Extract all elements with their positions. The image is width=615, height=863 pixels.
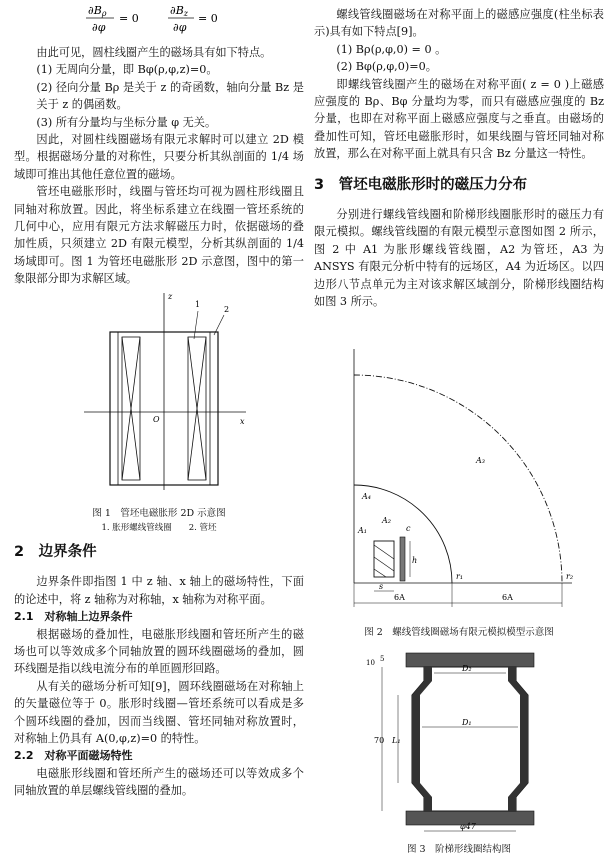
subsection-heading: 2.2 对称平面磁场特性	[14, 749, 133, 763]
dim-c: c	[406, 524, 411, 533]
winding-right	[508, 667, 528, 811]
label-r1: r₁	[456, 572, 464, 581]
paragraph: 电磁胀形线圈和管坯所产生的磁场还可以等效成多个同轴放置的单层螺线管线圈的叠加。	[14, 766, 304, 798]
dim-5: 5	[380, 655, 385, 663]
figure-1-diagram	[74, 285, 254, 495]
dim-d1: D₁	[462, 718, 472, 727]
svg-text:∂φ: ∂φ	[173, 21, 187, 34]
figure-3-diagram	[354, 645, 584, 835]
figure-3	[354, 645, 584, 835]
list-item: (2) 径向分量 Bρ 是关于 z 的奇函数，轴向分量 Bz 是关于 z 的偶函数。	[36, 80, 304, 112]
figure-2	[326, 345, 596, 610]
paragraph: 螺线管线圈磁场在对称平面上的磁感应强度(柱坐标表示)具有如下特点[9]。	[314, 8, 604, 39]
tube-region	[400, 537, 405, 581]
paragraph: 即螺线管线圈产生的磁场在对称平面( z = 0 )上磁感应强度的 Bρ、Bφ 分量均为零，而只有磁感应强度的 Bz 分量，也即在对称平面上磁感应强度与之垂直。由磁场的叠加性可知，管坯电磁胀形时，如果线圈与管坯同轴对称放置，那么在对称平面上就具有只含 Bz 分量这一特性。	[314, 77, 604, 161]
paragraph: 边界条件即指图 1 中 z 轴、x 轴上的磁场特性，下面的论述中，将 z 轴称为对称轴，x 轴称为对称平面。	[14, 575, 304, 606]
label-a1: A₁	[358, 526, 367, 535]
dim-h: h	[412, 556, 418, 565]
subsection-heading: 2.1 对称轴上边界条件	[14, 610, 133, 624]
paragraph: 从有关的磁场分析可知[9]，圆环线圈磁场在对称轴上的矢量磁位等于 0。胀形时线圈—管坯系统可以看成是多个圆环线圈的叠加，因而当线圈、管坯同轴对称放置时，对称轴上仍具有 A(0,φ,z)=0 的特性。	[14, 679, 304, 746]
equation-svg	[84, 2, 284, 36]
dim-s: s	[379, 582, 384, 591]
svg-text:= 0: = 0	[198, 12, 218, 25]
list-item: (1) Bρ(ρ,φ,0) = 0 。	[336, 42, 447, 56]
figure-1	[74, 285, 254, 495]
figure-1-caption: 图 1 管坯电磁胀形 2D 示意图	[92, 508, 226, 519]
figure-1-subcaption: 1. 胀形螺线管线圈 2. 管坯	[101, 523, 217, 533]
dim-10: 10	[366, 659, 375, 667]
equation-row	[84, 2, 284, 34]
paragraph: 管坯电磁胀形时，线圈与管坯均可视为圆柱形线圈且同轴对称放置。因此，将坐标系建立在线圈一管坯系统的几何中心，应用有限元方法求解磁压力时，依据磁场的叠加性质，只须建立 2D 有限元模型，分析其纵剖面的 1/4 场域即可。图 1 为管坯电磁胀形 2D 示意图，图中的第一象限部分即为求解区域。	[14, 185, 304, 286]
label-a4: A₄	[362, 492, 371, 501]
leader-label-1: 1	[195, 300, 201, 309]
paragraph: 分别进行螺线管线圈和阶梯形线圈胀形时的磁压力有限元模拟。螺线管线圈的有限元模型示意图如图 2 所示，图 2 中 A1 为胀形螺线管线圈，A2 为管坯，A3 为 ANSYS 有限元分析中特有的远场区，A4 为近场区。以四边形八节点单元为主对该求解区域剖分，阶梯形线圈结构如图 3 所示。	[314, 208, 604, 309]
figure-2-diagram	[326, 345, 596, 610]
z-axis-label: z	[168, 292, 173, 301]
label-a3: A₃	[476, 456, 485, 465]
dim-l1: L₁	[392, 736, 401, 745]
paragraph: 因此，对圆柱线圈磁场有限元求解时可以建立 2D 模型。根据磁场分量的对称性，只要分析其纵剖面的 1/4 场域即可推出其他任意位置的磁场。	[14, 133, 304, 181]
leader-label-2: 2	[224, 305, 230, 314]
dim-d2: D₂	[462, 664, 472, 673]
section-heading: 2 边界条件	[14, 544, 97, 560]
paragraph: 根据磁场的叠加性，电磁胀形线圈和管坯所产生的磁场也可以等效成多个同轴放置的圆环线圈磁场的叠加，圆环线圈是指以线电流分布的单匝圆形回路。	[14, 627, 304, 676]
dim-phi47: φ47	[460, 822, 476, 831]
figure-2-caption: 图 2 螺线管线圈磁场有限元模拟模型示意图	[364, 627, 554, 638]
section-heading: 3 管坯电磁胀形时的磁压力分布	[314, 176, 528, 193]
paragraph: 由此可见，圆柱线圈产生的磁场具有如下特点。	[36, 46, 272, 59]
svg-text:∂φ: ∂φ	[92, 21, 106, 34]
x-axis-label: x	[240, 417, 245, 426]
svg-text:= 0: = 0	[119, 12, 139, 25]
list-item: (1) 无周向分量，即 Bφ(ρ,φ,z)=0。	[36, 63, 218, 77]
list-item: (2) Bφ(ρ,φ,0)=0。	[336, 60, 437, 74]
dim-6a-outer: 6A	[502, 593, 513, 602]
winding-left	[412, 667, 432, 811]
svg-text:∂Bρ: ∂Bρ	[88, 4, 107, 18]
far-field-boundary	[354, 375, 562, 583]
label-r2: r₂	[566, 572, 574, 581]
dim-6a-inner: 6A	[394, 593, 405, 602]
list-item: (3) 所有分量均与坐标分量 φ 无关。	[36, 115, 217, 129]
origin-label: O	[153, 415, 160, 424]
dim-70: 70	[374, 736, 385, 745]
label-a2: A₂	[382, 516, 391, 525]
svg-text:∂Bz: ∂Bz	[170, 4, 188, 18]
figure-3-caption: 图 3 阶梯形线圈结构图	[406, 844, 512, 855]
